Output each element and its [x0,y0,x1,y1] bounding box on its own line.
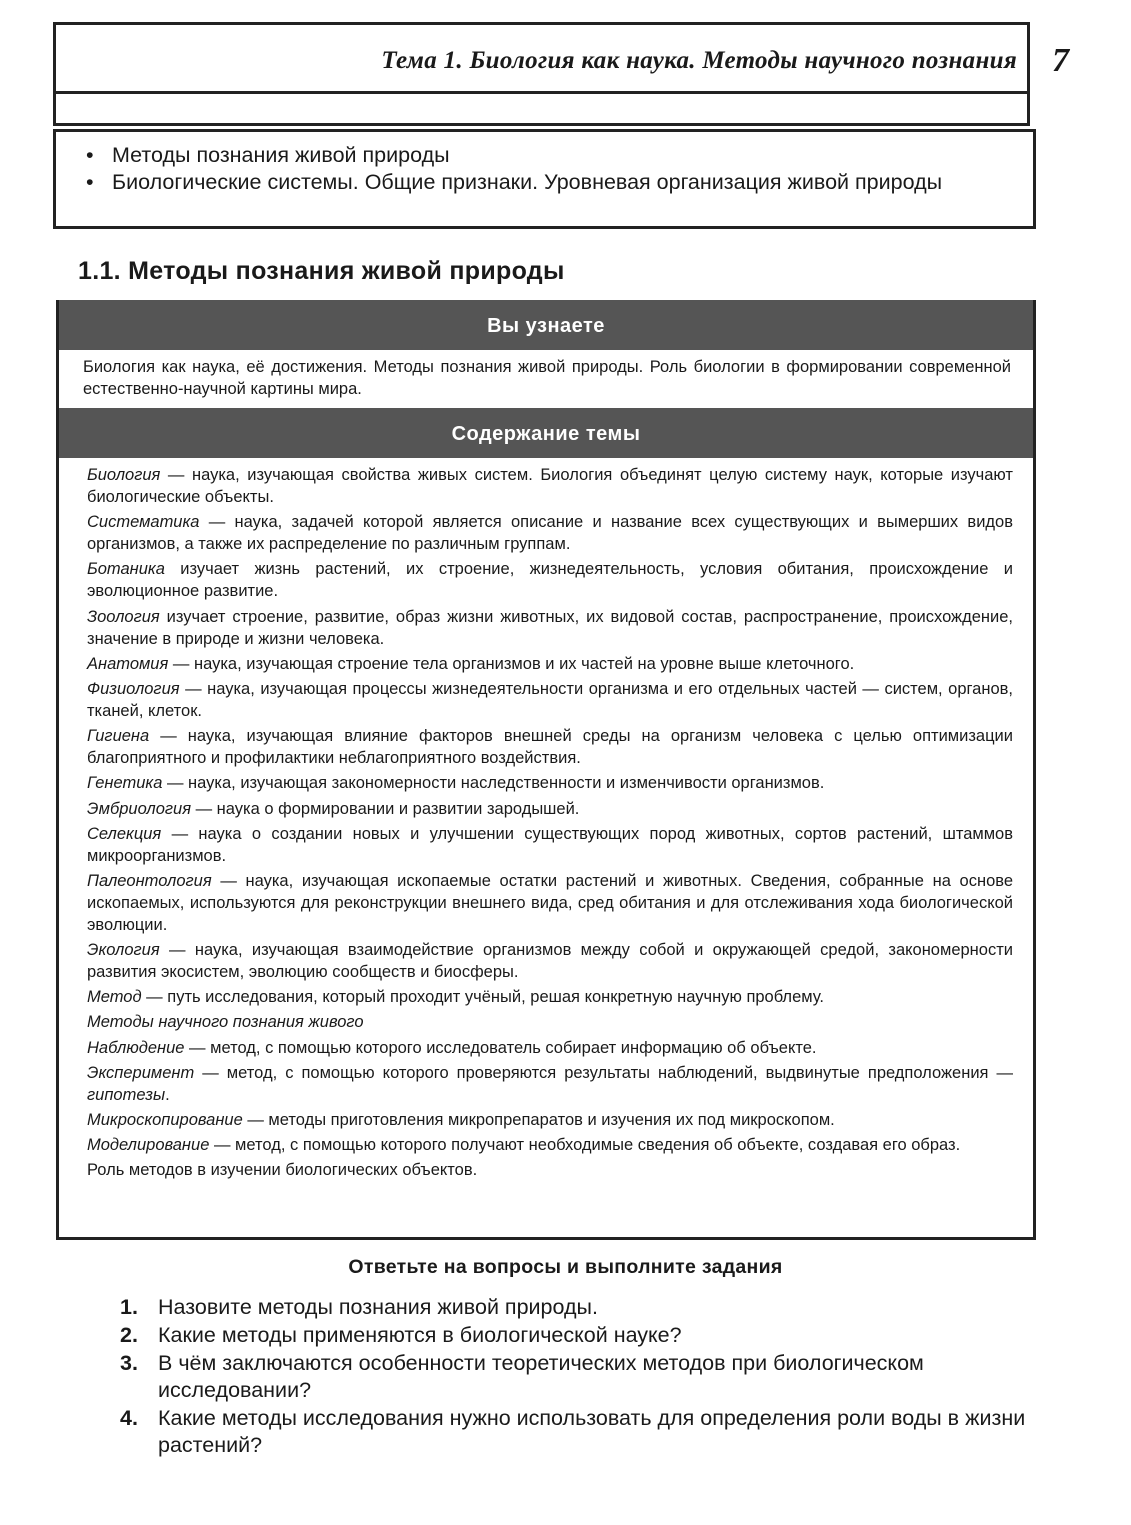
content-entry [87,939,1013,983]
entry-text: . [165,1085,170,1104]
question-text: Назовите методы познания живой природы. [158,1295,598,1319]
header-underline-box [53,94,1030,126]
entry-term: Зоология [87,607,160,626]
content-entry [87,511,1013,555]
entry-term: Эмбриология [87,799,192,818]
entry-term: Селекция [87,824,162,843]
entry-term: Биология [87,466,161,484]
entry-text: — метод, с помощью которого исследователь собирает информацию об объекте. [184,1038,817,1057]
entry-term: гипотезы [87,1085,166,1104]
entry-term: Моделирование [87,1136,210,1155]
entry-text: — наука, изучающая закономерности наследственности и изменчивости организмов. [162,774,825,793]
entry-text: — наука, изучающая строение тела организмов и их частей на уровне выше клеточного. [168,654,855,673]
entry-text: Роль методов в изучении биологических объектов. [87,1161,478,1180]
question-item [120,1322,1050,1349]
content-entry [87,1109,1013,1131]
entry-text: — наука, изучающая свойства живых систем. Биология объединят целую систему наук, которые изучают биологические объекты. [87,466,1013,506]
content-entry [87,1037,1013,1059]
content-entry [87,986,1013,1008]
entry-text: — метод, с помощью которого получают необходимые сведения об объекте, создавая его образ. [209,1136,961,1155]
question-text: Какие методы применяются в биологической науке? [158,1323,682,1347]
section-title: 1.1. Методы познания живой природы [78,257,565,285]
question-text: Какие методы исследования нужно использовать для определения роли воды в жизни растений? [158,1406,1026,1457]
content-entry [87,823,1013,867]
entry-term: Метод [87,988,142,1007]
page-number: 7 [1052,42,1069,79]
entry-term: Наблюдение [87,1038,185,1057]
entry-term: Анатомия [87,654,169,673]
topic-item: • Методы познания живой природы [112,142,1009,169]
entry-term: Систематика [87,513,200,532]
content-entry [87,725,1013,769]
topics-list [53,129,1036,229]
entry-term: Эксперимент [87,1063,195,1082]
entry-text: — методы приготовления микропрепаратов и изучения их под микроскопом. [242,1111,835,1129]
entry-text: изучает строение, развитие, образ жизни животных, их видовой состав, распространение, происхождение, значение в природе и жизни человека. [87,607,1013,648]
learn-text: Биология как наука, её достижения. Методы познания живой природы. Роль биологии в формировании современной естественно-научной картины мира. [83,358,1011,398]
content-entry [87,558,1013,602]
content-entry [87,464,1013,508]
entry-term: Методы научного познания живого [87,1013,364,1032]
content-entry [87,870,1013,936]
entry-term: Экология [87,941,160,960]
entry-term: Физиология [87,679,180,698]
questions-list [120,1294,1050,1460]
entry-text: — наука о формировании и развитии зародышей. [191,799,580,818]
theory-box [56,300,1036,1240]
content-entry [87,606,1013,650]
entry-text: — наука, изучающая ископаемые остатки растений и животных. Сведения, собранные на основе ископаемых, используются для реконструкции внешнего вида, сред обитания и для отслеживания хода биологической эволюции. [87,871,1013,934]
question-number: 3. [120,1351,138,1375]
content-heading: Содержание темы [59,408,1033,458]
content-entry [87,678,1013,722]
question-text: В чём заключаются особенности теоретических методов при биологическом исследовании? [158,1351,924,1402]
content-entry [87,1011,1013,1033]
entry-text: — наука, изучающая процессы жизнедеятельности организма и его отдельных частей — систем, органов, тканей, клеток. [87,679,1013,720]
entry-text: — наука о создании новых и улучшении существующих пород животных, сортов растений, штаммов микроорганизмов. [87,824,1013,865]
content-entry [87,1134,1013,1156]
entry-term: Гигиена [87,727,150,746]
question-number: 1. [120,1295,138,1319]
content-entry [87,772,1013,794]
entry-text: изучает жизнь растений, их строение, жизнедеятельность, условия обитания, происхождение и эволюционное развитие. [87,560,1013,601]
entry-term: Палеонтология [87,871,212,890]
entry-text: — метод, с помощью которого проверяются результаты наблюдений, выдвинутые предположения — [194,1063,1013,1082]
entry-text: — наука, задачей которой является описание и название всех существующих и вымерших видов организмов, а также их распределение по различным группам. [87,513,1013,554]
question-number: 4. [120,1406,138,1430]
entry-term: Микроскопирование [87,1111,243,1129]
content-entry [87,1159,1013,1181]
question-number: 2. [120,1323,138,1347]
learn-heading: Вы узнаете [59,300,1033,350]
content-entry [87,653,1013,675]
entry-term: Генетика [87,774,163,793]
question-item [120,1405,1050,1459]
content-entry [87,1062,1013,1106]
questions-title: Ответьте на вопросы и выполните задания [348,1256,783,1278]
entry-term: Ботаника [87,560,165,579]
question-item [120,1350,1050,1404]
entry-text: — путь исследования, который проходит учёный, решая конкретную научную проблему. [141,988,824,1007]
content-entry [87,798,1013,820]
entry-text: — наука, изучающая взаимодействие организмов между собой и окружающей средой, закономерности развития экосистем, эволюцию сообществ и биосферы. [87,941,1013,982]
entry-text: — наука, изучающая влияние факторов внешней среды на организм человека с целью оптимизации благоприятного и профилактики неблагоприятного воздействия. [87,727,1013,768]
content-list [59,458,1033,1181]
topic-item: • Биологические системы. Общие признаки. Уровневая организация живой природы [112,169,1009,196]
chapter-title: Тема 1. Биология как наука. Методы научного познания [381,47,1017,74]
question-item [120,1294,1050,1321]
chapter-header [53,22,1030,94]
